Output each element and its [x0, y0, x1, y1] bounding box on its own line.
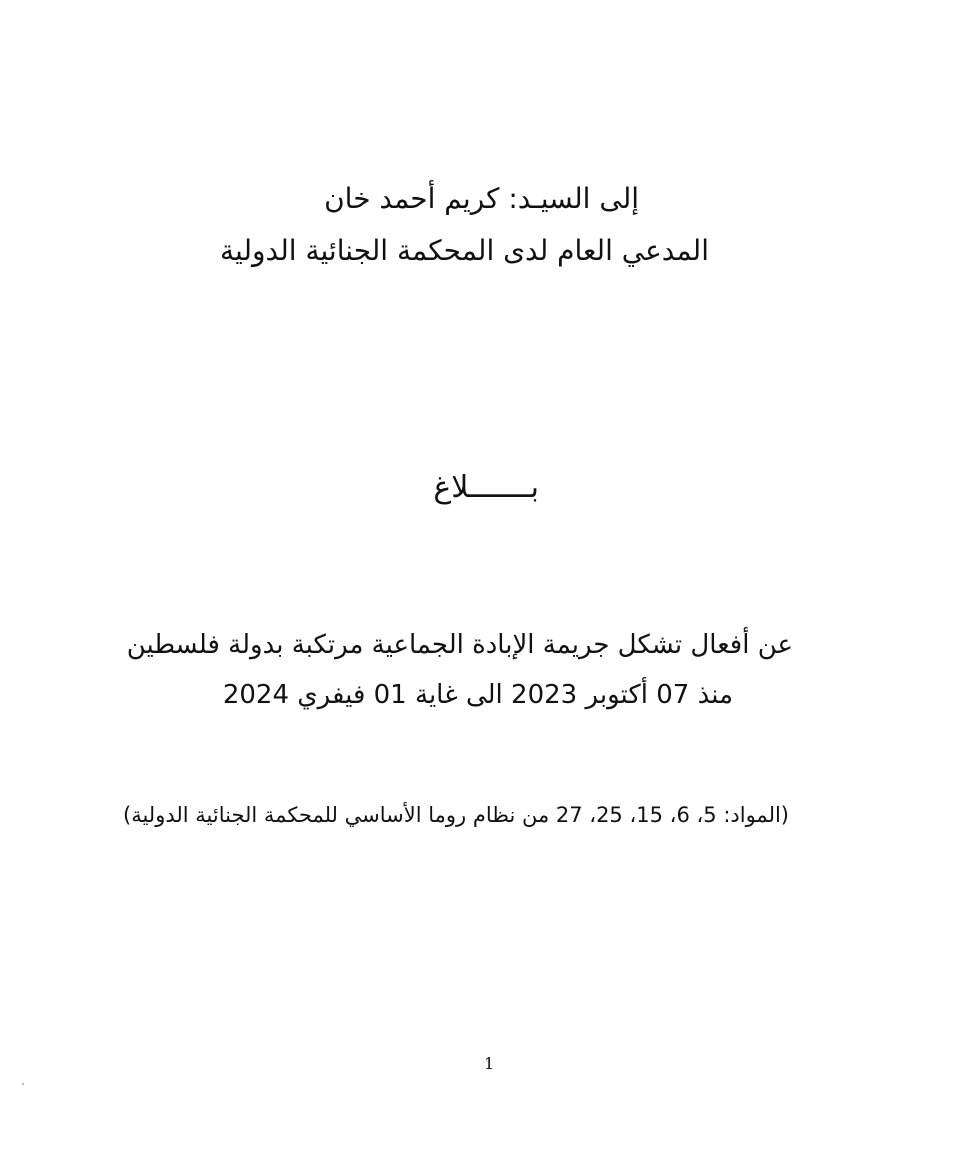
recipient-name: إلى السيـد: كريم أحمد خان	[324, 182, 639, 215]
articles-reference: (المواد: 5، 6، 15، 25، 27 من نظام روما الأساسي للمحكمة الجنائية الدولية)	[123, 803, 789, 827]
scan-speck	[22, 1083, 24, 1085]
page-number: 1	[484, 1054, 495, 1073]
subject-line-1: عن أفعال تشكل جريمة الإبادة الجماعية مرتكبة بدولة فلسطين	[126, 630, 793, 660]
recipient-title: المدعي العام لدى المحكمة الجنائية الدولية	[220, 234, 709, 267]
document-heading: بـــــــلاغ	[433, 470, 539, 505]
subject-line-2: منذ 07 أكتوبر 2023 الى غاية 01 فيفري 2024	[222, 680, 733, 710]
